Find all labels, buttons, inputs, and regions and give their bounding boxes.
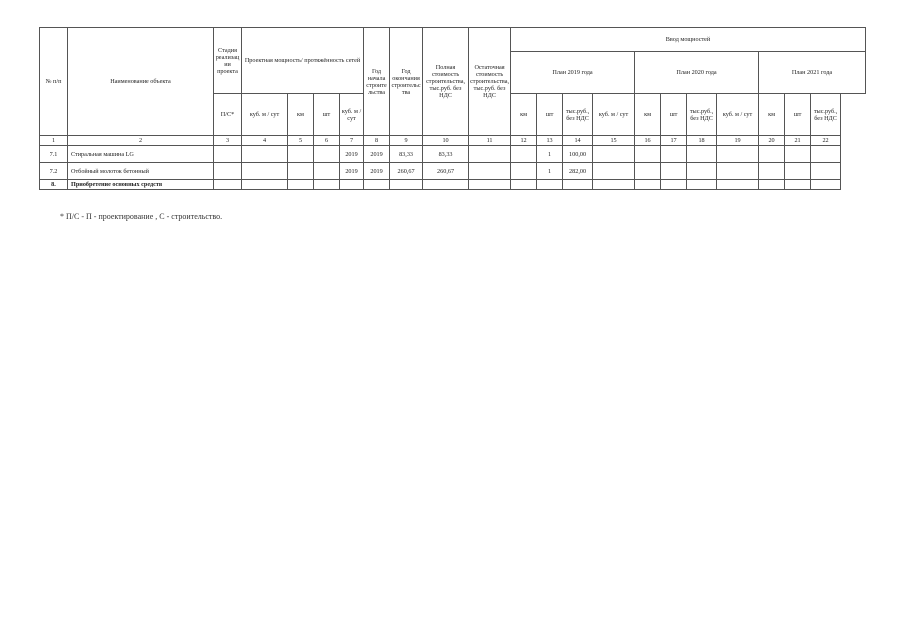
header-2021-cost: тыс.руб., без НДС [811, 94, 841, 136]
row-2019-pcs: 1 [537, 163, 563, 180]
col-number: 19 [717, 136, 759, 146]
header-start-year: Год начала строительства [364, 28, 390, 136]
row-cap-pcs [314, 146, 340, 163]
header-capacity-input: Ввод мощностей [511, 28, 866, 52]
row-2021-pcs [785, 146, 811, 163]
row-cap-m3 [242, 163, 288, 180]
col-number: 17 [661, 136, 687, 146]
investment-program-table-sheet [39, 27, 866, 190]
header-2020-m3: куб. м / сут [593, 94, 635, 136]
empty-cell [687, 180, 717, 190]
section-name: Приобретение основных средств [68, 180, 214, 190]
col-number: 14 [563, 136, 593, 146]
empty-cell [593, 180, 635, 190]
col-number: 21 [785, 136, 811, 146]
header-cap-pcs: шт [314, 94, 340, 136]
header-remaining-cost: Остаточная стоимость строительства, тыс.руб. без НДС [469, 28, 511, 136]
col-number: 4 [242, 136, 288, 146]
section-row [40, 180, 866, 190]
header-2019-km: км [511, 94, 537, 136]
header-2019-cost: тыс.руб., без НДС [563, 94, 593, 136]
row-2021-km [759, 163, 785, 180]
row-full-cost: 260,67 [390, 163, 423, 180]
row-2019-m3 [469, 163, 511, 180]
header-cap-m3: куб. м / сут [242, 94, 288, 136]
col-number: 15 [593, 136, 635, 146]
col-number: 11 [469, 136, 511, 146]
empty-cell [340, 180, 364, 190]
row-2021-cost [811, 163, 841, 180]
row-start-year: 2019 [340, 146, 364, 163]
col-number: 8 [364, 136, 390, 146]
footnote: * П/С - П - проектирование , С - строительство. [60, 212, 223, 221]
section-number: 8. [40, 180, 68, 190]
row-2020-m3 [593, 146, 635, 163]
col-number: 9 [390, 136, 423, 146]
header-end-year: Год окончания строительства [390, 28, 423, 136]
empty-cell [717, 180, 759, 190]
header-capacity-group: Проектная мощность/ протяжённость сетей [242, 28, 364, 94]
row-cap-m3 [242, 146, 288, 163]
row-start-year: 2019 [340, 163, 364, 180]
row-object-name: Отбойный молоток бетонный [68, 163, 214, 180]
row-end-year: 2019 [364, 163, 390, 180]
header-2021-m3: куб. м / сут [717, 94, 759, 136]
empty-cell [364, 180, 390, 190]
capacity-table [39, 27, 866, 190]
col-number: 20 [759, 136, 785, 146]
table-row [40, 146, 866, 163]
row-number: 7.2 [40, 163, 68, 180]
empty-cell [511, 180, 537, 190]
col-number: 16 [635, 136, 661, 146]
header-object-name: Наименование объекта [68, 28, 214, 136]
row-2019-m3 [469, 146, 511, 163]
header-number: № п/п [40, 28, 68, 136]
row-2020-pcs [661, 163, 687, 180]
table-row [40, 163, 866, 180]
col-number: 1 [40, 136, 68, 146]
row-2020-cost [687, 163, 717, 180]
row-2021-pcs [785, 163, 811, 180]
column-number-row [40, 136, 866, 146]
row-cap-pcs [314, 163, 340, 180]
row-2020-km [635, 146, 661, 163]
row-stage [214, 146, 242, 163]
row-2019-km [511, 163, 537, 180]
col-number: 2 [68, 136, 214, 146]
row-2021-cost [811, 146, 841, 163]
col-number: 5 [288, 136, 314, 146]
row-object-name: Стиральная машина LG [68, 146, 214, 163]
row-2020-m3 [593, 163, 635, 180]
empty-cell [214, 180, 242, 190]
header-2020-pcs: шт [661, 94, 687, 136]
empty-cell [811, 180, 841, 190]
header-plan-2020: План 2020 года [635, 52, 759, 94]
header-cap-km: км [288, 94, 314, 136]
row-2019-cost: 100,00 [563, 146, 593, 163]
row-2020-km [635, 163, 661, 180]
col-number: 18 [687, 136, 717, 146]
row-2019-cost: 282,00 [563, 163, 593, 180]
row-remaining-cost: 260,67 [423, 163, 469, 180]
header-2020-km: км [635, 94, 661, 136]
row-stage [214, 163, 242, 180]
header-2021-km: км [759, 94, 785, 136]
row-cap-km [288, 146, 314, 163]
empty-cell [288, 180, 314, 190]
empty-cell [537, 180, 563, 190]
row-2019-km [511, 146, 537, 163]
row-full-cost: 83,33 [390, 146, 423, 163]
header-2021-pcs: шт [785, 94, 811, 136]
col-number: 6 [314, 136, 340, 146]
col-number: 12 [511, 136, 537, 146]
row-2021-km [759, 146, 785, 163]
row-cap-km [288, 163, 314, 180]
empty-cell [314, 180, 340, 190]
row-remaining-cost: 83,33 [423, 146, 469, 163]
empty-cell [469, 180, 511, 190]
header-plan-2021: План 2021 года [759, 52, 866, 94]
row-2021-m3 [717, 146, 759, 163]
header-plan-2019: План 2019 года [511, 52, 635, 94]
empty-cell [785, 180, 811, 190]
row-2020-pcs [661, 146, 687, 163]
empty-cell [759, 180, 785, 190]
col-number: 10 [423, 136, 469, 146]
empty-cell [390, 180, 423, 190]
header-2019-m3: куб. м / сут [340, 94, 364, 136]
row-2020-cost [687, 146, 717, 163]
header-full-cost: Полная стоимость строительства, тыс.руб. без НДС [423, 28, 469, 136]
empty-cell [242, 180, 288, 190]
row-2019-pcs: 1 [537, 146, 563, 163]
header-2020-cost: тыс.руб., без НДС [687, 94, 717, 136]
row-2021-m3 [717, 163, 759, 180]
header-2019-pcs: шт [537, 94, 563, 136]
empty-cell [661, 180, 687, 190]
header-stage-sub: П/С* [214, 94, 242, 136]
empty-cell [563, 180, 593, 190]
header-stage: Стадия реализации проекта [214, 28, 242, 94]
col-number: 3 [214, 136, 242, 146]
empty-cell [423, 180, 469, 190]
row-number: 7.1 [40, 146, 68, 163]
col-number: 7 [340, 136, 364, 146]
empty-cell [635, 180, 661, 190]
col-number: 22 [811, 136, 841, 146]
row-end-year: 2019 [364, 146, 390, 163]
col-number: 13 [537, 136, 563, 146]
